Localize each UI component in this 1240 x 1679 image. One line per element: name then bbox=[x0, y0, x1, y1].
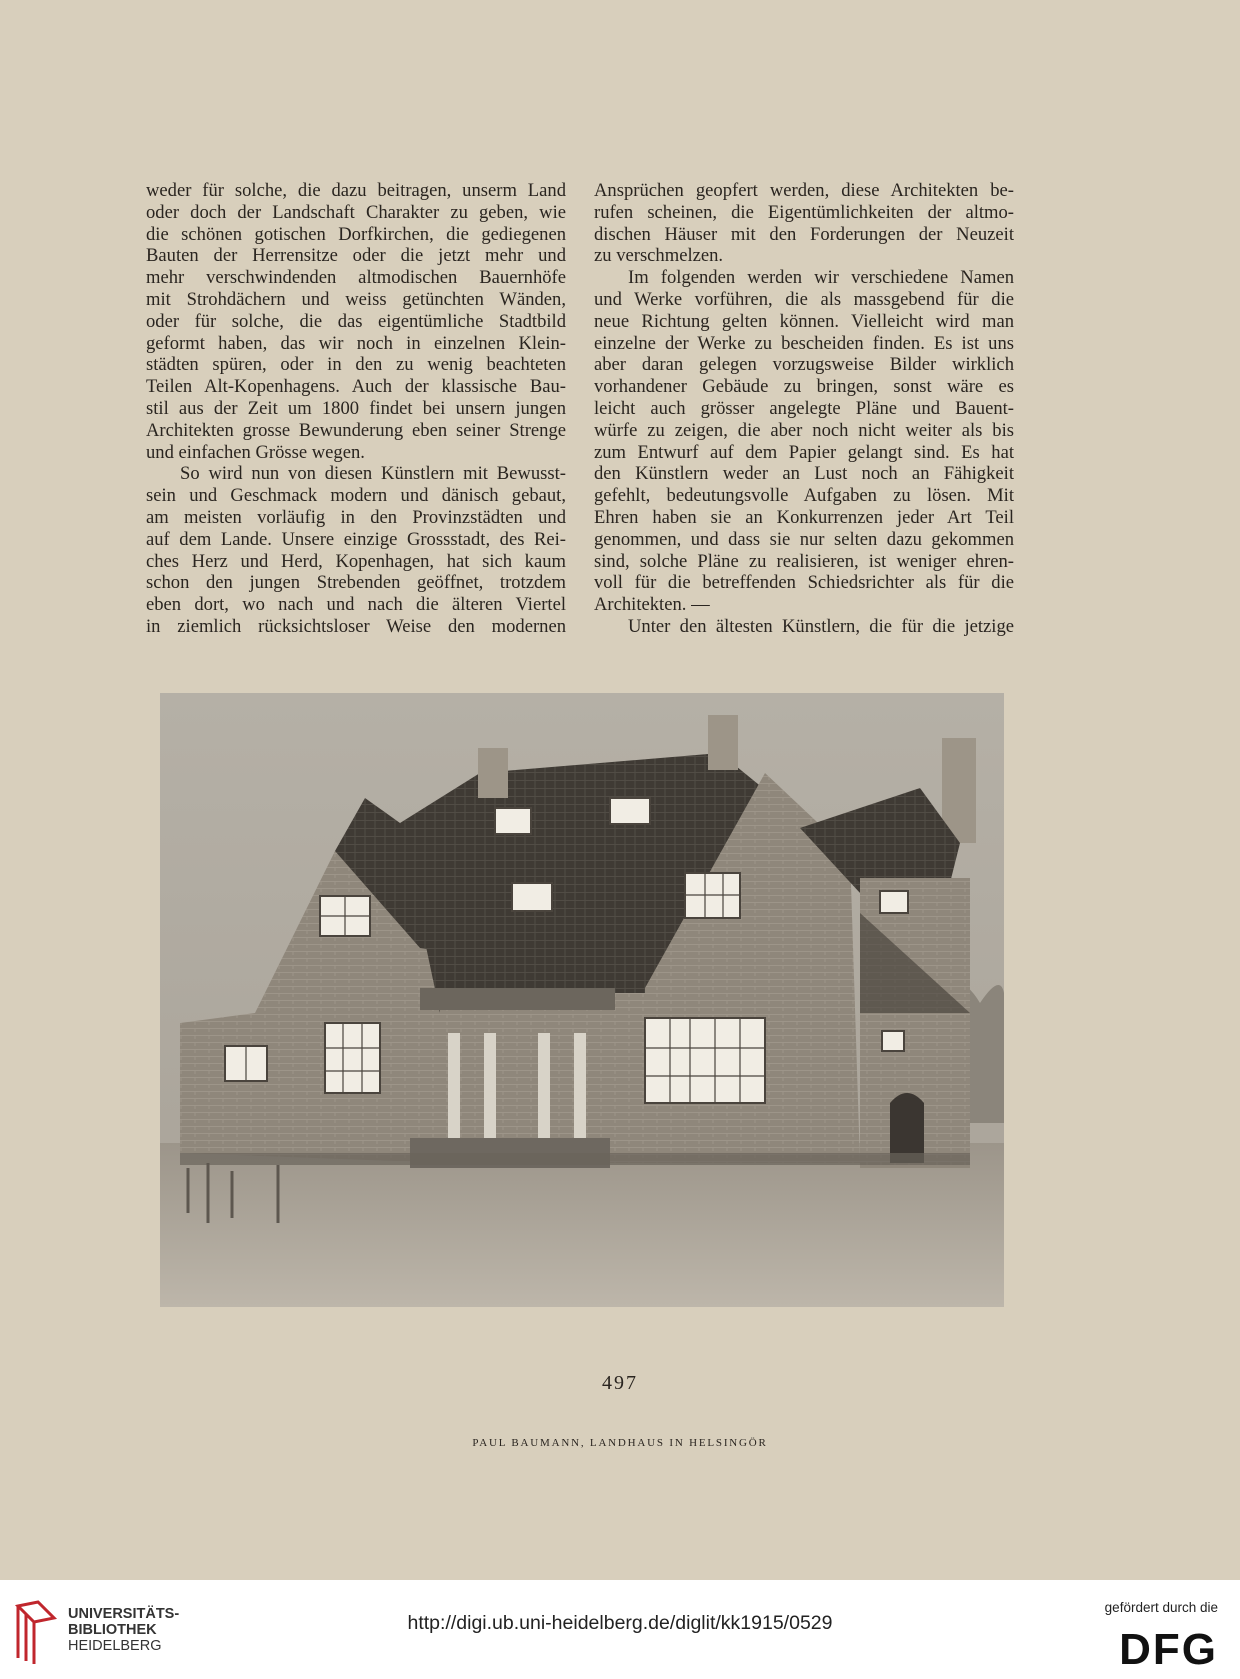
left-column-line: Teilen Alt-Kopenhagens. Auch der klassische Bau- bbox=[146, 376, 566, 398]
right-column-line: Ansprüchen geopfert werden, diese Architekten be- bbox=[594, 180, 1014, 201]
funding-label: gefördert durch die bbox=[1104, 1600, 1218, 1615]
right-column-line: den Künstlern weder an Lust noch an Fähigkeit bbox=[594, 463, 1014, 485]
right-column-line: Architekten. — bbox=[594, 594, 710, 616]
left-column-line: die schönen gotischen Dorfkirchen, die gediegenen bbox=[146, 223, 566, 245]
left-column-line: mit Strohdächern und weiss getünchten Wänden, bbox=[146, 288, 566, 310]
right-column-line: gefehlt, bedeutungsvolle Aufgaben zu lösen. Mit bbox=[594, 485, 1014, 507]
institution-line-2: BIBLIOTHEK bbox=[68, 1622, 157, 1638]
right-column-line: aber daran gelegen vorzugsweise Bilder wirklich bbox=[594, 354, 1014, 376]
institution-line-3: HEIDELBERG bbox=[68, 1638, 162, 1654]
left-column-line: weder für solche, die dazu beitragen, unserm Land bbox=[146, 180, 566, 201]
left-column-line: geformt haben, das wir noch in einzelnen Klein- bbox=[146, 332, 566, 354]
page-number: 497 bbox=[602, 1372, 638, 1394]
left-column-line: mehr verschwindenden altmodischen Bauernhöfe bbox=[146, 267, 566, 289]
left-column-line: und einfachen Grösse wegen. bbox=[146, 441, 365, 463]
left-column-line: So wird nun von diesen Künstlern mit Bewusst- bbox=[180, 463, 566, 485]
left-column-line: sein und Geschmack modern und dänisch gebaut, bbox=[146, 485, 566, 507]
right-column-line: einzelne der Werke zu bescheiden finden. Es ist uns bbox=[594, 332, 1014, 354]
dfg-logo[interactable]: DFG bbox=[1119, 1625, 1218, 1674]
left-column-line: ches Herz und Herd, Kopenhagen, hat sich kaum bbox=[146, 550, 566, 572]
right-column-line: dischen Häuser mit den Forderungen der Neuzeit bbox=[594, 223, 1014, 245]
right-column-line: voll für die betreffenden Schiedsrichter als für die bbox=[594, 572, 1014, 594]
right-column-line: leicht auch grösser angelegte Pläne und Bauent- bbox=[594, 397, 1014, 419]
right-column-line: und Werke vorführen, die als massgebend für die bbox=[594, 288, 1014, 310]
text-column-right bbox=[594, 180, 1014, 638]
left-column-line: stil aus der Zeit um 1800 findet bei unsern jungen bbox=[146, 397, 566, 419]
right-column-line: genommen, und dass sie nur selten dazu gekommen bbox=[594, 528, 1014, 550]
right-column-line: Unter den ältesten Künstlern, die für die jetzige bbox=[628, 615, 1014, 637]
house-photograph bbox=[160, 693, 1004, 1307]
left-column-line: Architekten grosse Bewunderung eben seiner Strenge bbox=[146, 419, 566, 441]
right-column-line: vorhandener Gebäude zu bringen, sonst wäre es bbox=[594, 376, 1014, 398]
right-column-line: würfe zu zeigen, die aber noch nicht weiter als bis bbox=[594, 419, 1014, 441]
permalink-url[interactable]: http://digi.ub.uni-heidelberg.de/diglit/kk1915/0529 bbox=[407, 1612, 833, 1634]
right-column-line: zu verschmelzen. bbox=[594, 245, 724, 267]
left-column-line: schon den jungen Strebenden geöffnet, trotzdem bbox=[146, 572, 566, 594]
institution-line-1: UNIVERSITÄTS- bbox=[68, 1606, 180, 1622]
right-column-line: Im folgenden werden wir verschiedene Namen bbox=[628, 267, 1014, 289]
text-column-left bbox=[146, 180, 566, 638]
right-column-line: neue Richtung gelten können. Vielleicht wird man bbox=[594, 310, 1014, 332]
left-column-line: Bauten der Herrensitze oder die jetzt mehr und bbox=[146, 245, 566, 267]
photo-caption: PAUL BAUMANN, LANDHAUS IN HELSINGÖR bbox=[472, 1437, 768, 1449]
right-column-line: rufen scheinen, die Eigentümlichkeiten der altmo- bbox=[594, 201, 1014, 223]
left-column-line: in ziemlich rücksichtsloser Weise den modernen bbox=[146, 615, 566, 637]
left-column-line: städten spüren, oder in den zu wenig beachteten bbox=[146, 354, 566, 376]
right-column-line: zum Entwurf auf dem Papier gelangt sind. Es hat bbox=[594, 441, 1014, 463]
right-column-line: sind, solche Pläne zu realisieren, ist weniger ehren- bbox=[594, 550, 1014, 572]
left-column-line: eben dort, wo nach und nach die älteren Viertel bbox=[146, 594, 566, 616]
left-column-line: oder doch der Landschaft Charakter zu geben, wie bbox=[146, 201, 566, 223]
left-column-line: am meisten vorläufig in den Provinzstädten und bbox=[146, 506, 566, 528]
right-column-line: Ehren haben sie an Konkurrenzen jeder Art Teil bbox=[594, 506, 1014, 528]
left-column-line: oder für solche, die das eigentümliche Stadtbild bbox=[146, 310, 566, 332]
left-column-line: auf dem Lande. Unsere einzige Grossstadt, des Rei- bbox=[146, 528, 566, 550]
